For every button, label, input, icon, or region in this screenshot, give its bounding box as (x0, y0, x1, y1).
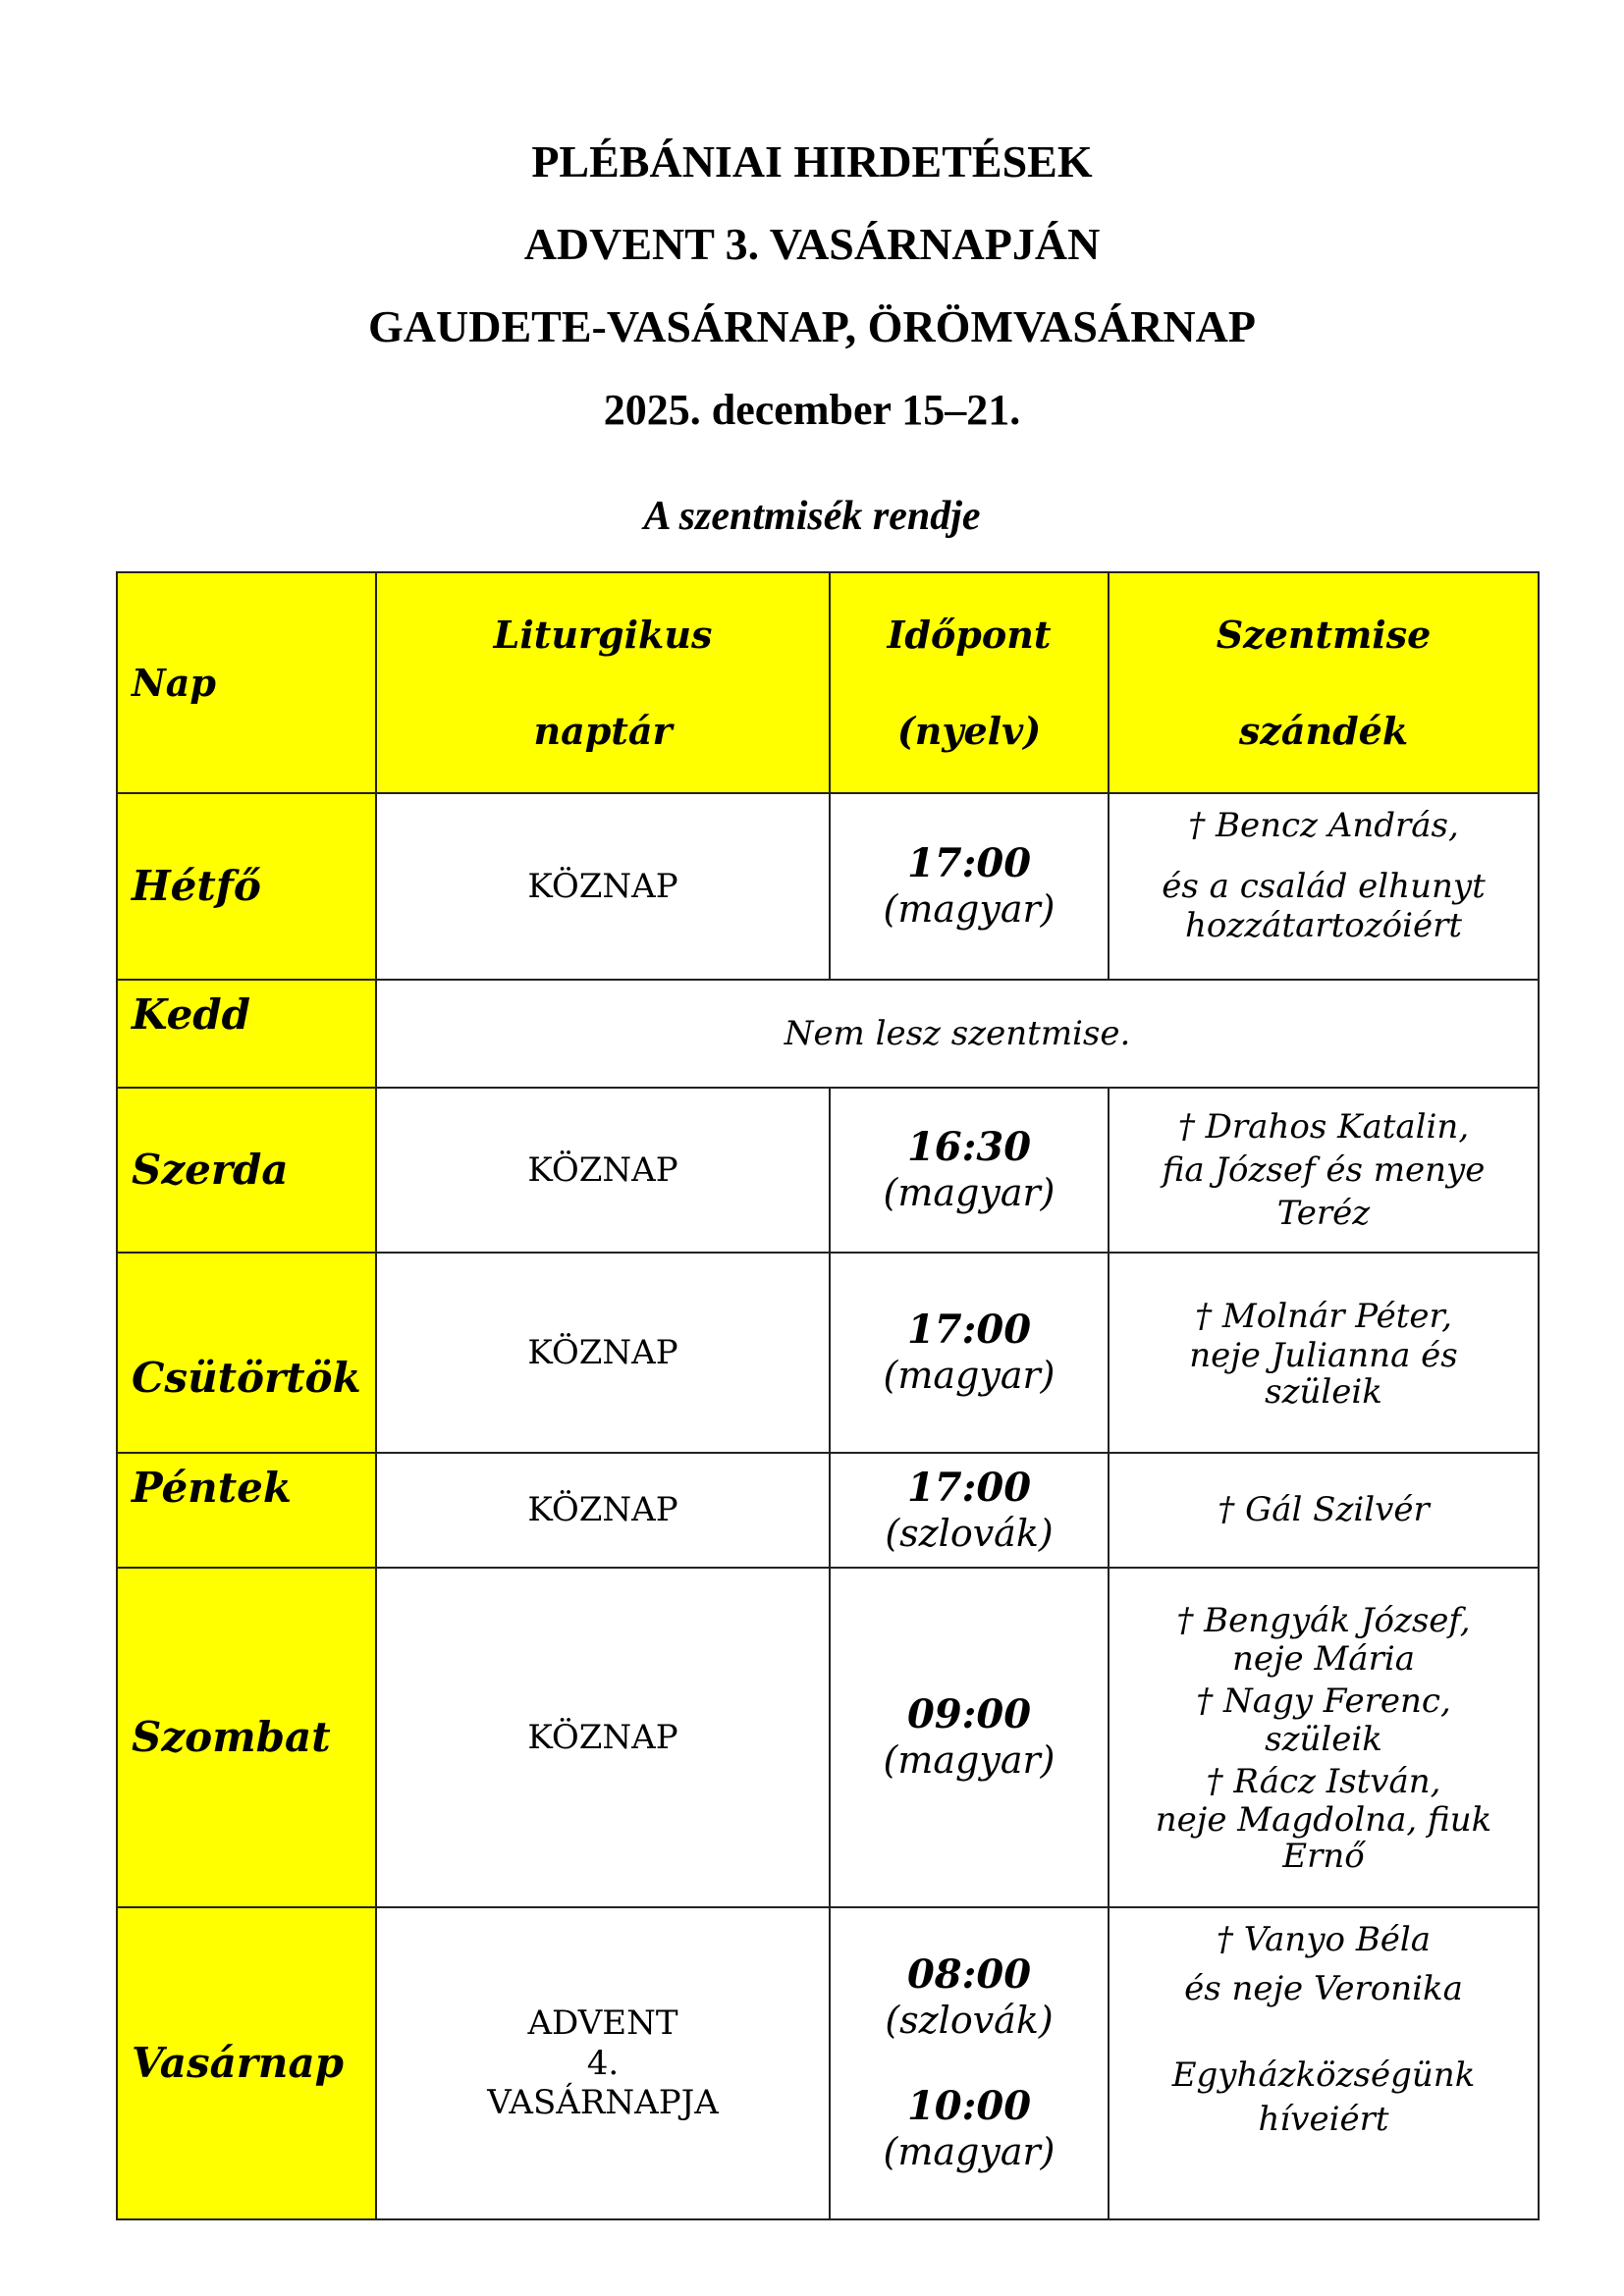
header-text: Liturgikus (493, 612, 713, 657)
table-row (117, 1568, 1539, 1907)
time-cell (830, 1453, 1109, 1568)
table-row (117, 1088, 1539, 1253)
language: (szlovák) (885, 1511, 1054, 1555)
table-row (117, 980, 1539, 1088)
intention: Ernő (1282, 1837, 1365, 1877)
intention: † Drahos Katalin, (1177, 1106, 1470, 1147)
header-text: Szentmise (1216, 612, 1432, 657)
intention-cell (1109, 1453, 1539, 1568)
intention: neje Julianna és (1189, 1335, 1458, 1375)
intention: Teréz (1276, 1194, 1371, 1234)
time-cell (830, 1088, 1109, 1253)
header-intention (1109, 572, 1539, 793)
time: 16:30 (906, 1124, 1032, 1171)
table-row (117, 1253, 1539, 1453)
language: (magyar) (883, 1171, 1056, 1215)
time-cell (830, 1253, 1109, 1453)
intention: † Bencz András, (1188, 806, 1459, 845)
language: (magyar) (883, 1738, 1056, 1783)
intention: fia József és menye (1162, 1149, 1486, 1190)
doc-title: PLÉBÁNIAI HIRDETÉSEK (531, 136, 1093, 187)
liturgy-cell (376, 1907, 830, 2219)
day-cell: Vasárnap (117, 1907, 376, 2219)
liturgy-cell: KÖZNAP (376, 1088, 830, 1253)
intention: † Rácz István, (1206, 1762, 1441, 1802)
liturgy-text: 4. (586, 2043, 620, 2083)
header-time (830, 572, 1109, 793)
intention: † Bengyák József, (1176, 1600, 1471, 1640)
liturgy-cell: KÖZNAP (376, 793, 830, 980)
intention: † Molnár Péter, (1195, 1296, 1452, 1336)
intention-cell (1109, 793, 1539, 980)
day-cell: Hétfő (117, 793, 376, 980)
section-title: A szentmisék rendje (643, 494, 981, 539)
language: (szlovák) (885, 1999, 1054, 2043)
table-row (117, 1907, 1539, 2219)
language: (magyar) (883, 887, 1056, 932)
time: 17:00 (906, 840, 1032, 887)
intention-cell (1109, 1568, 1539, 1907)
doc-subtitle-advent: ADVENT 3. VASÁRNAPJÁN (523, 219, 1101, 269)
header-text: szándék (1238, 708, 1409, 753)
time-cell (830, 1568, 1109, 1907)
liturgy-text: ADVENT (527, 2002, 678, 2043)
intention: † Vanyo Béla (1216, 1920, 1432, 1959)
header-text: (nyelv) (896, 708, 1042, 753)
intention: neje Mária (1232, 1638, 1415, 1679)
table-row (117, 793, 1539, 980)
header-text: Időpont (887, 612, 1052, 657)
day-cell: Szerda (117, 1088, 376, 1253)
day-cell: Szombat (117, 1568, 376, 1907)
header-liturgical (376, 572, 830, 793)
liturgy-cell: KÖZNAP (376, 1253, 830, 1453)
day-cell: Csütörtök (117, 1253, 376, 1453)
intention-cell (1109, 1088, 1539, 1253)
liturgy-cell: KÖZNAP (376, 1453, 830, 1568)
table-header-row (117, 572, 1539, 793)
intention: hozzátartozóiért (1184, 906, 1463, 946)
no-mass-note: Nem lesz szentmise. (376, 980, 1539, 1088)
doc-date: 2025. december 15–21. (603, 386, 1021, 434)
intention: és neje Veronika (1184, 1969, 1463, 2009)
intention-cell (1109, 1907, 1539, 2219)
time: 09:00 (906, 1691, 1032, 1738)
intention: szüleik (1265, 1720, 1382, 1759)
time: 10:00 (906, 2083, 1032, 2129)
intention: és a család elhunyt (1162, 867, 1486, 907)
intention: Egyházközségünk (1171, 2056, 1476, 2096)
time: 17:00 (906, 1307, 1032, 1354)
day-cell: Péntek (117, 1453, 376, 1568)
language: (magyar) (883, 2130, 1056, 2173)
header-text: naptár (533, 708, 673, 753)
intention: neje Magdolna, fiuk (1155, 1800, 1492, 1841)
intention: † Nagy Ferenc, (1196, 1681, 1451, 1721)
mass-schedule-table (116, 571, 1540, 2220)
intention: szüleik (1265, 1372, 1382, 1413)
time-cell (830, 793, 1109, 980)
liturgy-cell: KÖZNAP (376, 1568, 830, 1907)
doc-subtitle-gaudete: GAUDETE-VASÁRNAP, ÖRÖMVASÁRNAP (368, 301, 1256, 351)
language: (magyar) (883, 1354, 1056, 1398)
time: 08:00 (906, 1951, 1032, 1999)
table-row (117, 1453, 1539, 1568)
intention-cell (1109, 1253, 1539, 1453)
header-day: Nap (117, 572, 376, 793)
day-cell: Kedd (117, 980, 376, 1088)
intention: híveiért (1258, 2099, 1389, 2139)
time: 17:00 (906, 1464, 1032, 1511)
time-cell (830, 1907, 1109, 2219)
liturgy-text: VASÁRNAPJA (487, 2083, 719, 2123)
intention: † Gál Szilvér (1218, 1490, 1430, 1530)
